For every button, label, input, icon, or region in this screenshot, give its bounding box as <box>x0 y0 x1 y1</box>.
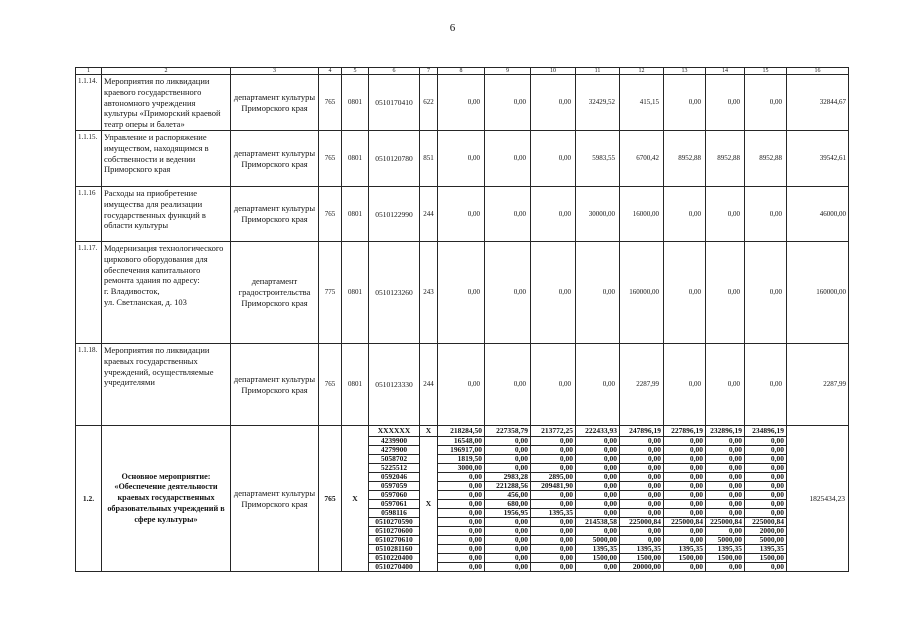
value-col15: 0,00 <box>745 242 787 344</box>
row-code-col4: 765 <box>319 75 342 131</box>
table-row <box>76 75 849 131</box>
subrow-value-col11: 214538,58 <box>576 518 620 527</box>
subrow-value-col8: 16548,00 <box>438 437 485 446</box>
page-number: 6 <box>449 22 456 34</box>
subrow-code-col6: 0510281160 <box>369 545 420 554</box>
subrow-value-col14: 0,00 <box>706 500 745 509</box>
subrow-value-col9: 0,00 <box>485 464 531 473</box>
value-col10: 0,00 <box>531 344 576 426</box>
main-event-number: 1.2. <box>76 426 102 572</box>
value-col8: 0,00 <box>438 344 485 426</box>
subrow-value-col8: 0,00 <box>438 491 485 500</box>
subrow-value-col14: 225000,84 <box>706 518 745 527</box>
subrow-value-col11: 0,00 <box>576 473 620 482</box>
subrow-value-col10: 0,00 <box>531 563 576 572</box>
row-total: 46000,00 <box>787 187 849 242</box>
subrow-value-col12: 0,00 <box>620 437 664 446</box>
value-col14: 0,00 <box>706 344 745 426</box>
row-code-col7: 851 <box>420 131 438 187</box>
value-col13: 0,00 <box>664 187 706 242</box>
subrow-value-col9: 456,00 <box>485 491 531 500</box>
subrow-value-col11: 0,00 <box>576 455 620 464</box>
value-col8: 0,00 <box>438 242 485 344</box>
subrow-code-col6: 5058702 <box>369 455 420 464</box>
subrow-value-col8: 0,00 <box>438 545 485 554</box>
subrow-value-col13: 0,00 <box>664 536 706 545</box>
value-col12: 2287,99 <box>620 344 664 426</box>
row-code-col7: 243 <box>420 242 438 344</box>
subrow-value-col10: 0,00 <box>531 464 576 473</box>
subrow-value-col10: 209481,90 <box>531 482 576 491</box>
row-total: 160000,00 <box>787 242 849 344</box>
column-header-2: 2 <box>102 68 231 75</box>
row-code-col5: 0801 <box>342 344 369 426</box>
subrow-value-col12: 0,00 <box>620 482 664 491</box>
column-header-11: 11 <box>576 68 620 75</box>
value-col13: 0,00 <box>664 242 706 344</box>
row-total: 32844,67 <box>787 75 849 131</box>
subrow-value-col8: 0,00 <box>438 518 485 527</box>
row-description: Управление и распоряжение имуществом, находящимся в собственности и ведении Приморского края <box>102 131 231 187</box>
subrow-value-col13: 0,00 <box>664 437 706 446</box>
subrow-value-col10: 0,00 <box>531 545 576 554</box>
subrow-code-col6: 0597059 <box>369 482 420 491</box>
subrow-value-col13: 0,00 <box>664 446 706 455</box>
subrow-value-col14: 0,00 <box>706 482 745 491</box>
row-code-col5: 0801 <box>342 131 369 187</box>
subrow-value-col12: 20000,00 <box>620 563 664 572</box>
value-col15: 0,00 <box>745 75 787 131</box>
subrow-value-col11: 0,00 <box>576 491 620 500</box>
table-row <box>76 242 849 344</box>
row-number: 1.1.18. <box>76 344 102 426</box>
row-code-col7: 244 <box>420 344 438 426</box>
subrow-code-col6: 5225512 <box>369 464 420 473</box>
subrow-value-col13: 1500,00 <box>664 554 706 563</box>
subrow-value-col15: 0,00 <box>745 437 787 446</box>
subrow-value-col15: 0,00 <box>745 455 787 464</box>
row-description: Модернизация технологического циркового оборудования для обеспечения капитального ремонта здания по адресу: г. Владивосток, ул. Светланская, д. 103 <box>102 242 231 344</box>
subrow-value-col11: 5000,00 <box>576 536 620 545</box>
value-col8: 0,00 <box>438 187 485 242</box>
subrow-value-col10: 0,00 <box>531 518 576 527</box>
subrow-code-col6: 0597061 <box>369 500 420 509</box>
subrow-value-col9: 227358,79 <box>485 426 531 437</box>
subrow-value-col15: 0,00 <box>745 500 787 509</box>
main-event-subrow <box>76 426 849 437</box>
subrow-code-col6: 0510270600 <box>369 527 420 536</box>
row-code-col6: 0510123330 <box>369 344 420 426</box>
subrow-value-col15: 1395,35 <box>745 545 787 554</box>
subrow-value-col13: 0,00 <box>664 509 706 518</box>
subrow-value-col11: 0,00 <box>576 437 620 446</box>
subrow-value-col11: 0,00 <box>576 509 620 518</box>
table-header <box>76 68 849 75</box>
subrow-value-col11: 1395,35 <box>576 545 620 554</box>
value-col9: 0,00 <box>485 187 531 242</box>
subrow-value-col15: 5000,00 <box>745 536 787 545</box>
value-col15: 8952,88 <box>745 131 787 187</box>
column-header-3: 3 <box>231 68 319 75</box>
subrow-value-col10: 0,00 <box>531 491 576 500</box>
subrow-value-col11: 0,00 <box>576 563 620 572</box>
subrow-value-col8: 0,00 <box>438 563 485 572</box>
subrow-value-col8: 0,00 <box>438 554 485 563</box>
subrow-value-col10: 0,00 <box>531 527 576 536</box>
subrow-code-col6: 0592046 <box>369 473 420 482</box>
column-header-14: 14 <box>706 68 745 75</box>
row-code-col6: 0510170410 <box>369 75 420 131</box>
subrow-value-col10: 0,00 <box>531 446 576 455</box>
value-col11: 0,00 <box>576 242 620 344</box>
subrow-value-col15: 1500,00 <box>745 554 787 563</box>
value-col14: 8952,88 <box>706 131 745 187</box>
row-number: 1.1.16 <box>76 187 102 242</box>
column-header-13: 13 <box>664 68 706 75</box>
subrow-value-col9: 0,00 <box>485 518 531 527</box>
subrow-value-col13: 0,00 <box>664 473 706 482</box>
subrow-value-col8: 0,00 <box>438 500 485 509</box>
row-code-col6: 0510123260 <box>369 242 420 344</box>
column-header-7: 7 <box>420 68 438 75</box>
row-description: Мероприятия по ликвидации краевого государственного автономного учреждения культуры «Приморский краевой театр оперы и балета» <box>102 75 231 131</box>
table-body <box>76 75 849 572</box>
subrow-value-col14: 0,00 <box>706 446 745 455</box>
subrow-value-col8: 0,00 <box>438 482 485 491</box>
subrow-code-col6: 0510270400 <box>369 563 420 572</box>
subrow-value-col15: 234896,19 <box>745 426 787 437</box>
value-col10: 0,00 <box>531 131 576 187</box>
subrow-value-col9: 0,00 <box>485 455 531 464</box>
subrow-value-col14: 0,00 <box>706 464 745 473</box>
main-event-col7-merged: X <box>420 437 438 572</box>
subrow-value-col13: 0,00 <box>664 464 706 473</box>
subrow-value-col11: 0,00 <box>576 464 620 473</box>
row-description: Расходы на приобретение имущества для реализации государственных функций в области культуры <box>102 187 231 242</box>
row-code-col6: 0510120780 <box>369 131 420 187</box>
subrow-value-col13: 0,00 <box>664 563 706 572</box>
subrow-value-col15: 0,00 <box>745 446 787 455</box>
subrow-value-col8: 218284,50 <box>438 426 485 437</box>
subrow-value-col9: 0,00 <box>485 545 531 554</box>
row-executor: департамент культуры Приморского края <box>231 187 319 242</box>
subrow-value-col14: 0,00 <box>706 491 745 500</box>
value-col15: 0,00 <box>745 344 787 426</box>
subrow-value-col12: 247896,19 <box>620 426 664 437</box>
value-col12: 160000,00 <box>620 242 664 344</box>
row-code-col4: 765 <box>319 131 342 187</box>
subrow-value-col10: 1395,35 <box>531 509 576 518</box>
row-code-col7: 244 <box>420 187 438 242</box>
subrow-value-col15: 0,00 <box>745 509 787 518</box>
value-col13: 0,00 <box>664 344 706 426</box>
value-col9: 0,00 <box>485 344 531 426</box>
subrow-value-col11: 1500,00 <box>576 554 620 563</box>
column-number-row <box>76 68 849 75</box>
subrow-value-col13: 227896,19 <box>664 426 706 437</box>
column-header-5: 5 <box>342 68 369 75</box>
main-event-executor: департамент культуры Приморского края <box>231 426 319 572</box>
subrow-value-col13: 1395,35 <box>664 545 706 554</box>
subrow-value-col14: 1500,00 <box>706 554 745 563</box>
subrow-value-col13: 0,00 <box>664 482 706 491</box>
subrow-code-col6: 0510220400 <box>369 554 420 563</box>
column-header-4: 4 <box>319 68 342 75</box>
value-col8: 0,00 <box>438 75 485 131</box>
subrow-code-col6: 4279900 <box>369 446 420 455</box>
subrow-value-col14: 0,00 <box>706 473 745 482</box>
subrow-value-col10: 213772,25 <box>531 426 576 437</box>
row-code-col4: 765 <box>319 344 342 426</box>
subrow-value-col9: 0,00 <box>485 536 531 545</box>
value-col12: 16000,00 <box>620 187 664 242</box>
value-col10: 0,00 <box>531 187 576 242</box>
column-header-6: 6 <box>369 68 420 75</box>
value-col14: 0,00 <box>706 187 745 242</box>
subrow-value-col8: 3000,00 <box>438 464 485 473</box>
row-code-col7: 622 <box>420 75 438 131</box>
subrow-value-col14: 0,00 <box>706 437 745 446</box>
subrow-value-col9: 0,00 <box>485 437 531 446</box>
subrow-value-col10: 2895,00 <box>531 473 576 482</box>
subrow-value-col9: 221288,56 <box>485 482 531 491</box>
subrow-value-col9: 0,00 <box>485 554 531 563</box>
subrow-value-col13: 0,00 <box>664 455 706 464</box>
row-executor: департамент градостроительства Приморского края <box>231 242 319 344</box>
row-number: 1.1.17. <box>76 242 102 344</box>
value-col11: 30000,00 <box>576 187 620 242</box>
value-col15: 0,00 <box>745 187 787 242</box>
subrow-value-col12: 225000,84 <box>620 518 664 527</box>
subrow-value-col14: 0,00 <box>706 455 745 464</box>
subrow-value-col8: 0,00 <box>438 536 485 545</box>
row-code-col5: 0801 <box>342 242 369 344</box>
value-col13: 8952,88 <box>664 131 706 187</box>
value-col14: 0,00 <box>706 242 745 344</box>
subrow-value-col12: 0,00 <box>620 491 664 500</box>
subrow-value-col10: 0,00 <box>531 437 576 446</box>
subrow-value-col14: 5000,00 <box>706 536 745 545</box>
subrow-value-col8: 1819,50 <box>438 455 485 464</box>
subrow-value-col8: 0,00 <box>438 473 485 482</box>
subrow-code-col6: 4239900 <box>369 437 420 446</box>
subrow-value-col11: 222433,93 <box>576 426 620 437</box>
column-header-10: 10 <box>531 68 576 75</box>
row-number: 1.1.14. <box>76 75 102 131</box>
subrow-value-col12: 0,00 <box>620 464 664 473</box>
row-code-col5: 0801 <box>342 187 369 242</box>
column-header-1: 1 <box>76 68 102 75</box>
row-code-col4: 765 <box>319 187 342 242</box>
value-col12: 6700,42 <box>620 131 664 187</box>
main-event-total: 1825434,23 <box>787 426 849 572</box>
subrow-value-col15: 0,00 <box>745 464 787 473</box>
subrow-code-col6: 0510270590 <box>369 518 420 527</box>
table-row <box>76 344 849 426</box>
subrow-value-col15: 0,00 <box>745 491 787 500</box>
subrow-value-col12: 0,00 <box>620 509 664 518</box>
row-code-col5: 0801 <box>342 75 369 131</box>
value-col10: 0,00 <box>531 242 576 344</box>
subrow-value-col9: 0,00 <box>485 563 531 572</box>
budget-table <box>75 67 849 572</box>
subrow-code-col6: XXXXXX <box>369 426 420 437</box>
subrow-value-col11: 0,00 <box>576 500 620 509</box>
subrow-value-col12: 0,00 <box>620 455 664 464</box>
row-code-col6: 0510122990 <box>369 187 420 242</box>
subrow-value-col8: 196917,00 <box>438 446 485 455</box>
value-col11: 32429,52 <box>576 75 620 131</box>
subrow-value-col12: 0,00 <box>620 500 664 509</box>
table-row <box>76 187 849 242</box>
main-event-col4: 765 <box>319 426 342 572</box>
subrow-value-col13: 0,00 <box>664 500 706 509</box>
subrow-value-col15: 0,00 <box>745 482 787 491</box>
subrow-value-col14: 232896,19 <box>706 426 745 437</box>
row-code-col4: 775 <box>319 242 342 344</box>
subrow-value-col9: 1956,95 <box>485 509 531 518</box>
subrow-value-col12: 0,00 <box>620 527 664 536</box>
row-description: Мероприятия по ликвидации краевых государственных учреждений, осуществляемые учредителями <box>102 344 231 426</box>
column-header-8: 8 <box>438 68 485 75</box>
subrow-value-col15: 0,00 <box>745 473 787 482</box>
row-executor: департамент культуры Приморского края <box>231 75 319 131</box>
subrow-value-col12: 1500,00 <box>620 554 664 563</box>
column-header-16: 16 <box>787 68 849 75</box>
subrow-value-col10: 0,00 <box>531 554 576 563</box>
subrow-code-col6: 0598116 <box>369 509 420 518</box>
subrow-value-col14: 0,00 <box>706 527 745 536</box>
value-col8: 0,00 <box>438 131 485 187</box>
subrow-value-col15: 225000,84 <box>745 518 787 527</box>
subrow-value-col11: 0,00 <box>576 482 620 491</box>
subrow-value-col11: 0,00 <box>576 527 620 536</box>
subrow-value-col9: 2983,28 <box>485 473 531 482</box>
subrow-value-col13: 225000,84 <box>664 518 706 527</box>
row-total: 39542,61 <box>787 131 849 187</box>
column-header-9: 9 <box>485 68 531 75</box>
column-header-15: 15 <box>745 68 787 75</box>
value-col11: 0,00 <box>576 344 620 426</box>
subrow-value-col12: 0,00 <box>620 446 664 455</box>
subrow-value-col13: 0,00 <box>664 527 706 536</box>
subrow-value-col14: 0,00 <box>706 563 745 572</box>
subrow-value-col8: 0,00 <box>438 509 485 518</box>
subrow-value-col12: 0,00 <box>620 473 664 482</box>
main-event-title: Основное мероприятие: «Обеспечение деятельности краевых государственных образовательных учреждений в сфере культуры» <box>102 426 231 572</box>
column-header-12: 12 <box>620 68 664 75</box>
subrow-value-col9: 680,00 <box>485 500 531 509</box>
row-executor: департамент культуры Приморского края <box>231 131 319 187</box>
subrow-value-col10: 0,00 <box>531 500 576 509</box>
subrow-value-col14: 0,00 <box>706 509 745 518</box>
value-col9: 0,00 <box>485 131 531 187</box>
table-row <box>76 131 849 187</box>
subrow-value-col15: 2000,00 <box>745 527 787 536</box>
subrow-value-col12: 0,00 <box>620 536 664 545</box>
row-number: 1.1.15. <box>76 131 102 187</box>
subrow-value-col11: 0,00 <box>576 446 620 455</box>
value-col12: 415,15 <box>620 75 664 131</box>
value-col13: 0,00 <box>664 75 706 131</box>
row-executor: департамент культуры Приморского края <box>231 344 319 426</box>
subrow-value-col8: 0,00 <box>438 527 485 536</box>
row-total: 2287,99 <box>787 344 849 426</box>
subrow-code-col6: 0597060 <box>369 491 420 500</box>
subrow-value-col10: 0,00 <box>531 455 576 464</box>
subrow-value-col10: 0,00 <box>531 536 576 545</box>
value-col9: 0,00 <box>485 75 531 131</box>
subrow-code-col7: X <box>420 426 438 437</box>
subrow-value-col15: 0,00 <box>745 563 787 572</box>
value-col9: 0,00 <box>485 242 531 344</box>
value-col11: 5983,55 <box>576 131 620 187</box>
subrow-value-col13: 0,00 <box>664 491 706 500</box>
subrow-value-col14: 1395,35 <box>706 545 745 554</box>
subrow-value-col9: 0,00 <box>485 527 531 536</box>
subrow-value-col9: 0,00 <box>485 446 531 455</box>
subrow-code-col6: 0510270610 <box>369 536 420 545</box>
value-col14: 0,00 <box>706 75 745 131</box>
value-col10: 0,00 <box>531 75 576 131</box>
main-event-col5: X <box>342 426 369 572</box>
subrow-value-col12: 1395,35 <box>620 545 664 554</box>
